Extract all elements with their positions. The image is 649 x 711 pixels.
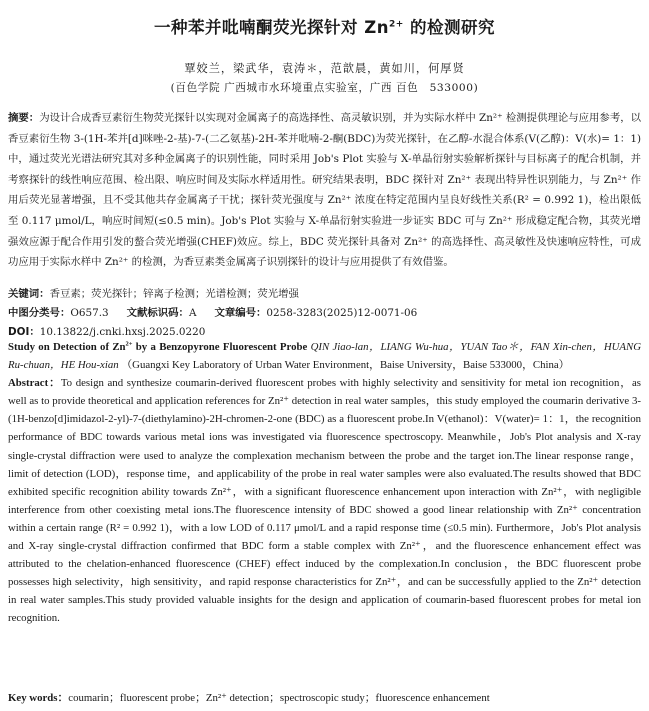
keywords-label: 关键词： (8, 288, 50, 300)
clc-value: O657.3 (70, 307, 109, 319)
english-title-superscript: 2+ (125, 340, 133, 348)
doi-value: 10.13822/j.cnki.hxsj.2025.0220 (39, 326, 206, 338)
english-authors: QIN Jiao-lan，LIANG Wu-hua，YUAN Tao＊，FAN Xin-chen，HUANG Ru-chuan，HE Hou-xian (8, 341, 642, 372)
doc-code-value: A (188, 307, 197, 319)
doi-label: DOI： (8, 326, 40, 338)
author-list: 覃姣兰，梁武华，袁涛＊，范歆晨，黄如川，何厚贤 (184, 62, 465, 75)
english-keywords-label: Key words： (8, 692, 69, 704)
clc-label: 中图分类号： (8, 307, 71, 319)
english-title-tail: by a Benzopyrone Fluorescent Probe (132, 341, 308, 353)
paper-title (0, 14, 649, 38)
article-number-value: 0258-3283(2025)12-0071-06 (266, 307, 418, 319)
english-title (8, 341, 307, 353)
english-keywords-text: coumarin；fluorescent probe；Zn²⁺ detection；spectroscopic study；fluorescence enhancement (68, 692, 490, 704)
keywords-text: 香豆素；荧光探针；锌离子检测；光谱检测；荧光增强 (49, 288, 299, 300)
keywords-english (8, 689, 641, 707)
english-abstract-text: To design and synthesize coumarin-derived fluorescent probes with highly selectivity and sensitivity for metal ion recognition，as well as to provide theoretical and application references for Zn²⁺ detection in real water samples，this study employed the coumarin derivative 3-(1H-benzo[d]imidazol-2-yl)-7-(diethylamino)-2H-chromen-2-one (BDC) as a fluorescent probe.In V(ethanol)：V(water)= 1：1，the recognition performance of BDC towards various metal ions was investigated via fluorescence spectroscopy. Meanwhile，Job's Plot analysis and X-ray single-crystal diffraction were used to analyze the complexation mechanism between the probe and the target ion.The linear response range，limit of detection (LOD)，response time，and applicability of the probe in real water samples were also evaluated.The results showed that BDC exhibited specific recognition ability towards Zn²⁺，with a significant fluorescence enhancement upon interaction with Zn²⁺，with negligible interference from other coexisting metal ions.The fluorescence intensity of BDC showed a good linear relationship with Zn²⁺ concentration within a certain range (R² = 0.992 1)，with a low LOD of 0.117 μmol/L and a rapid response time (≤0.5 min). Furthermore，Job's Plot analysis and X-ray single-crystal diffraction confirmed that BDC form a stable complex with Zn²⁺，and the fluorescence enhancement effect was attributed to the chelation-enhanced fluorescence (CHEF) effect induced by the complexation.In conclusion，the BDC fluorescent probe possesses high selectivity，high sensitivity，and rapid response characteristics for Zn²⁺，and can be successfully applied to the Zn²⁺ detection in real water samples.This study provided valuable insights for the design and application of coumarin-based fluorescent probes for metal ion recognition. (8, 377, 641, 625)
english-section (8, 338, 641, 628)
article-number-label: 文章编号： (214, 307, 267, 319)
affiliation: (百色学院 广西城市水环境重点实验室，广西 百色 533000) (170, 82, 479, 94)
english-abstract (8, 374, 641, 627)
english-title-text: Study on Detection of Zn (8, 341, 126, 353)
english-affiliation: （Guangxi Key Laboratory of Urban Water Environment，Baise University，Baise 533000，China） (121, 359, 570, 372)
classification-line (8, 304, 641, 322)
english-abstract-label: Abstract： (8, 377, 61, 390)
abstract-text: 为设计合成香豆素衍生物荧光探针以实现对金属离子的高选择性、高灵敏识别，并为实际水样中 Zn²⁺ 检测提供理论与应用参考，以香豆素衍生物 3-(1H-苯并[d]咪唑-2-基)-7-(二乙氨基)-2H-苯并吡喃-2-酮(BDC)为荧光探针，在乙醇-水混合体系(V(乙醇)：V(水)= 1：1)中，通过荧光光谱法研究其对多种金属离子的识别性能，同时采用 Job's Plot 实验与 X-单晶衍射实验解析探针与目标离子的配合机制，并考察探针的线性响应范围、检出限、响应时间及实际水样适用性。研究结果表明，BDC 探针对 Zn²⁺ 表现出特异性识别能力，与 Zn²⁺ 作用后荧光显著增强，且不受其他共存金属离子干扰；探针荧光强度与 Zn²⁺ 浓度在特定范围内呈良好线性关系(R² = 0.992 1)，检出限低至 0.117 μmol/L，响应时间短(≤0.5 min)。Job's Plot 实验与 X-单晶衍射实验进一步证实 BDC 可与 Zn²⁺ 形成稳定配合物，其荧光增强效应源于配合作用引发的螯合荧光增强(CHEF)效应。综上，BDC 荧光探针具备对 Zn²⁺ 的高选择性、高灵敏性及快速响应特性，可成功应用于实际水样中 Zn²⁺ 的检测，为香豆素类金属离子识别探针的设计与应用提供了有效借鉴。 (8, 112, 641, 269)
doc-code-label: 文献标识码： (126, 307, 189, 319)
abstract-chinese (8, 108, 641, 273)
title-superscript: 2+ (388, 19, 404, 30)
title-text: 一种苯并吡喃酮荧光探针对 Zn (153, 18, 389, 37)
abstract-label: 摘要： (8, 112, 40, 124)
keywords-chinese (8, 285, 641, 303)
title-tail: 的检测研究 (403, 18, 496, 37)
